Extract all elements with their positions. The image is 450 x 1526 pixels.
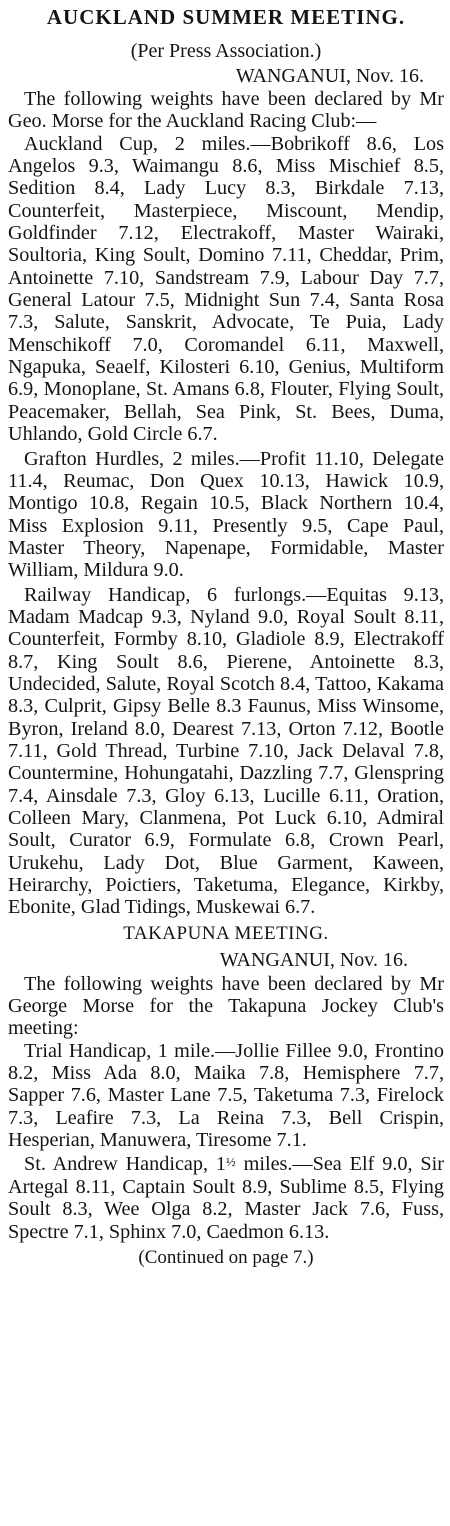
press-association-credit: (Per Press Association.) — [130, 40, 322, 62]
race-paragraph-st-andrew-handicap — [8, 1151, 444, 1242]
race-text-start: St. Andrew Handicap, 1 — [24, 1153, 226, 1176]
race-paragraph-auckland-cup: Auckland Cup, 2 miles.—Bobrikoff 8.6, Los Angelos 9.3, Waimangu 8.6, Miss Mischief 8.5, Sedition 8.4, Lady Lucy 8.3, Birkdale 7.13, Counterfeit, Masterpiece, Miscount, Mendip, Goldfinder 7.12, Electrakoff, Master Wairaki, Soultoria, King Soult, Domino 7.11, Cheddar, Prim, Antoinette 7.10, Sandstream 7.9, Labour Day 7.7, General Latour 7.5, Midnight Sun 7.4, Santa Rosa 7.3, Salute, Sanskrit, Advocate, Te Puia, Lady Menschikoff 7.0, Coromandel 6.11, Maxwell, Ngapuka, Seaelf, Kilosteri 6.10, Genius, Multiform 6.9, Monoplane, St. Amans 6.8, Flouter, Flying Soult, Peacemaker, Bellah, Sea Pink, St. Bees, Duma, Uhlando, Gold Circle 6.7. — [8, 132, 444, 446]
race-paragraph-grafton-hurdles: Grafton Hurdles, 2 miles.—Profit 11.10, Delegate 11.4, Reumac, Don Quex 10.13, Hawick 10.9, Montigo 10.8, Regain 10.5, Black Northern 10.4, Miss Explosion 9.11, Presently 9.5, Cape Paul, Master Theory, Napenape, Formidable, Master William, Mildura 9.0. — [8, 447, 444, 582]
dateline: WANGANUI, Nov. 16. — [235, 65, 424, 87]
race-paragraph-railway-handicap: Railway Handicap, 6 furlongs.—Equitas 9.13, Madam Madcap 9.3, Nyland 9.0, Royal Soult 8.11, Counterfeit, Formby 8.10, Gladiole 8.9, Electrakoff 8.7, King Soult 8.6, Pierene, Antoinette 8.3, Undecided, Salute, Royal Scotch 8.4, Tattoo, Kakama 8.3, Culprit, Gipsy Belle 8.3 Faunus, Miss Winsome, Byron, Ireland 8.0, Dearest 7.13, Orton 7.12, Bootle 7.11, Gold Thread, Turbine 7.10, Jack Delaval 7.8, Countermine, Hohungatahi, Dazzling 7.7, Glenspring 7.4, Ainsdale 7.3, Gloy 6.13, Lucille 6.11, Oration, Colleen Mary, Clanmena, Pot Luck 6.10, Admiral Soult, Curator 6.9, Formulate 6.8, Crown Pearl, Urukehu, Lady Dot, Blue Garment, Kaween, Heirarchy, Poictiers, Taketuma, Elegance, Kirkby, Ebonite, Glad Tidings, Muskewai 6.7. — [8, 583, 444, 919]
continued-note: (Continued on page 7.) — [138, 1246, 314, 1268]
race-paragraph-trial-handicap: Trial Handicap, 1 mile.—Jollie Fillee 9.0, Frontino 8.2, Miss Ada 8.0, Maika 7.8, Hemisphere 7.7, Sapper 7.6, Master Lane 7.5, Taketuma 7.3, Firelock 7.3, Leafire 7.3, La Reina 7.3, Bell Crispin, Hesperian, Manuwera, Tiresome 7.1. — [8, 1039, 444, 1152]
race-text-end: miles.—Sea Elf 9.0, Sir Artegal 8.11, Captain Soult 8.9, Sublime 8.5, Flying Soult 8.3, Wee Olga 8.2, Master Jack 7.6, Fuss, Spectre 7.1, Sphinx 7.0, Caedmon 6.13. — [8, 1153, 444, 1243]
intro-paragraph-2: The following weights have been declared by Mr George Morse for the Takapuna Jockey Club's meeting: — [8, 972, 444, 1040]
fraction: ½ — [226, 1154, 236, 1170]
headline-auckland-summer-meeting: AUCKLAND SUMMER MEETING. — [46, 5, 406, 29]
intro-paragraph: The following weights have been declared by Mr Geo. Morse for the Auckland Racing Club:— — [8, 88, 444, 133]
headline-takapuna-meeting: TAKAPUNA MEETING. — [123, 922, 329, 944]
dateline-2: WANGANUI, Nov. 16. — [219, 948, 408, 971]
